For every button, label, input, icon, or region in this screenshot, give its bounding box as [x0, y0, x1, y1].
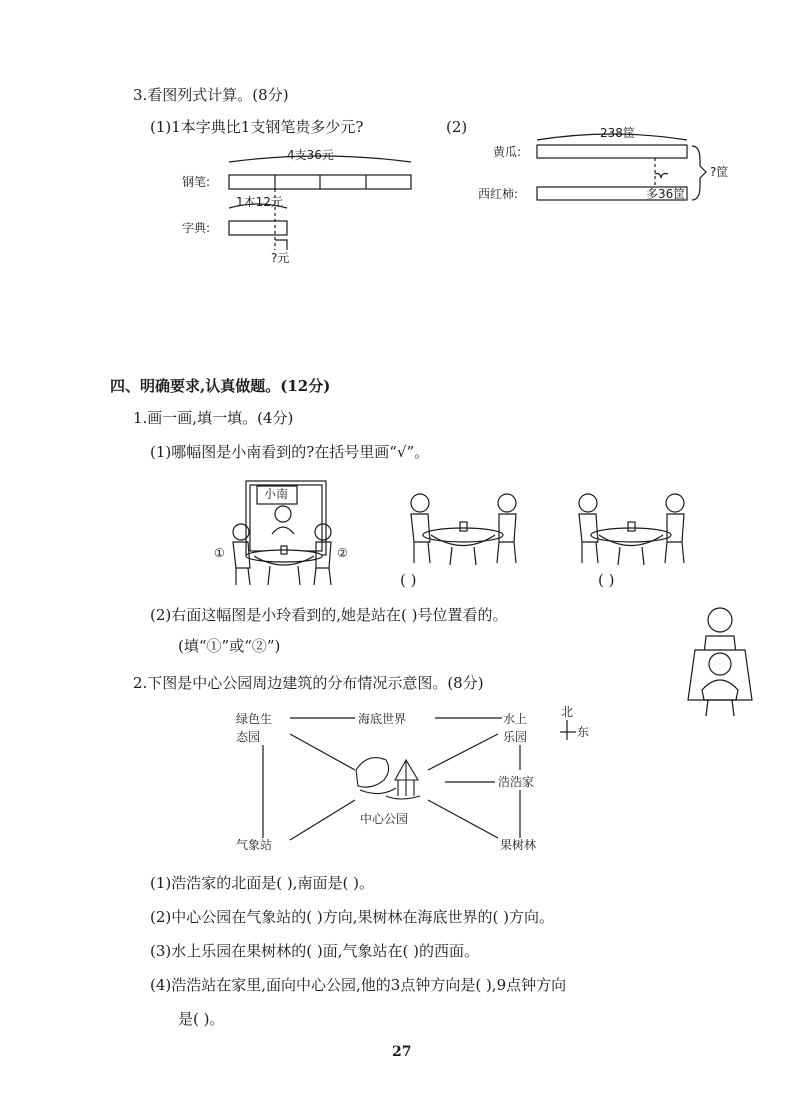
section4-q1-part2: (2)右面这幅图是小玲看到的,她是站在( )号位置看的。 [150, 606, 508, 624]
tomato-row-label: 西红柿: [478, 187, 519, 201]
map-question-1: (1)浩浩家的北面是( ),南面是( )。 [150, 874, 374, 892]
map-ne-line1: 水上 [503, 712, 528, 726]
map-question-4-continued: 是( )。 [178, 1010, 225, 1028]
section4-q1-title: 1.画一画,填一填。(4分) [133, 409, 294, 427]
answer-box-option-a[interactable]: ( ) [400, 571, 417, 589]
central-park-icon [356, 758, 420, 799]
seat-1-marker: ① [214, 546, 225, 560]
compass-north-label: 北 [561, 705, 574, 719]
seat-2-marker: ② [337, 546, 348, 560]
map-question-4: (4)浩浩站在家里,面向中心公园,他的3点钟方向是( ),9点钟方向 [150, 976, 567, 994]
cucumber-row-label: 黄瓜: [493, 145, 522, 159]
pens-row-label: 钢笔: [182, 175, 211, 189]
page-number: 27 [392, 1044, 412, 1060]
window-label: 小南 [264, 487, 289, 501]
dictionary-price-label: 1本12元 [236, 195, 283, 209]
map-question-3: (3)水上乐园在果树林的( )面,气象站在( )的西面。 [150, 942, 479, 960]
map-nw-line1: 绿色生 [236, 712, 273, 726]
q3-title: 3.看图列式计算。(8分) [133, 86, 289, 104]
section4-q1-part1: (1)哪幅图是小南看到的?在括号里画“√”。 [150, 443, 430, 461]
map-nw-line2: 态园 [236, 730, 261, 744]
pens-total-label: 4支36元 [287, 148, 334, 162]
cucumber-total-label: 238筐 [600, 126, 635, 140]
compass-east-label: 东 [577, 725, 590, 739]
map-ne-line2: 乐园 [503, 730, 528, 744]
total-question-label: ?筐 [710, 165, 729, 179]
map-center: 中心公园 [360, 812, 409, 826]
section4-q1-part2-hint: (填“①”或“②”) [178, 637, 281, 655]
q3-part2-marker: (2) [446, 118, 468, 136]
section4-title: 四、明确要求,认真做题。(12分) [110, 377, 331, 395]
tomato-extra-label: 多36筐 [646, 187, 686, 201]
map-southeast: 果树林 [500, 838, 537, 852]
dictionary-question-label: ?元 [271, 251, 290, 265]
map-southwest: 气象站 [236, 838, 273, 852]
dictionary-row-label: 字典: [182, 221, 211, 235]
section4-q2-title: 2.下图是中心公园周边建筑的分布情况示意图。(8分) [133, 674, 484, 692]
q3-part1-title: (1)1本字典比1支钢笔贵多少元? [150, 118, 364, 136]
answer-box-option-b[interactable]: ( ) [598, 571, 615, 589]
map-east: 浩浩家 [498, 775, 535, 789]
compass-icon [560, 720, 576, 740]
map-north: 海底世界 [358, 712, 407, 726]
map-question-2: (2)中心公园在气象站的( )方向,果树林在海底世界的( )方向。 [150, 908, 554, 926]
